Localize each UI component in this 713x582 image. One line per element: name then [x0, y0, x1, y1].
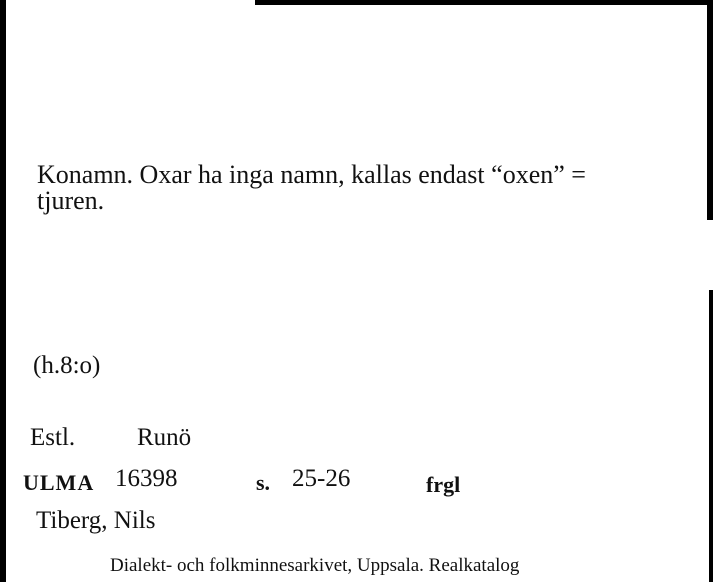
scan-edge-right-upper: [707, 0, 713, 220]
scan-edge-right-lower: [709, 290, 713, 582]
place-name: Runö: [137, 424, 192, 451]
page-range: 25-26: [292, 465, 351, 492]
category-code: frgl: [426, 472, 461, 497]
classification-code: (h.8:o): [33, 352, 101, 379]
scan-edge-top: [255, 0, 713, 5]
region: Estl.: [30, 424, 76, 451]
entry-text: Konamn. Oxar ha inga namn, kallas endast “oxen” = tjuren.: [37, 160, 586, 215]
scan-edge-left: [0, 0, 6, 582]
page-label: s.: [256, 470, 271, 495]
institution-footer: Dialekt- och folkminnesarkivet, Uppsala. Realkatalog: [110, 555, 520, 576]
archive-label: ULMA: [23, 470, 95, 495]
accession-number: 16398: [115, 465, 178, 492]
recorder-name: Tiberg, Nils: [36, 507, 156, 534]
